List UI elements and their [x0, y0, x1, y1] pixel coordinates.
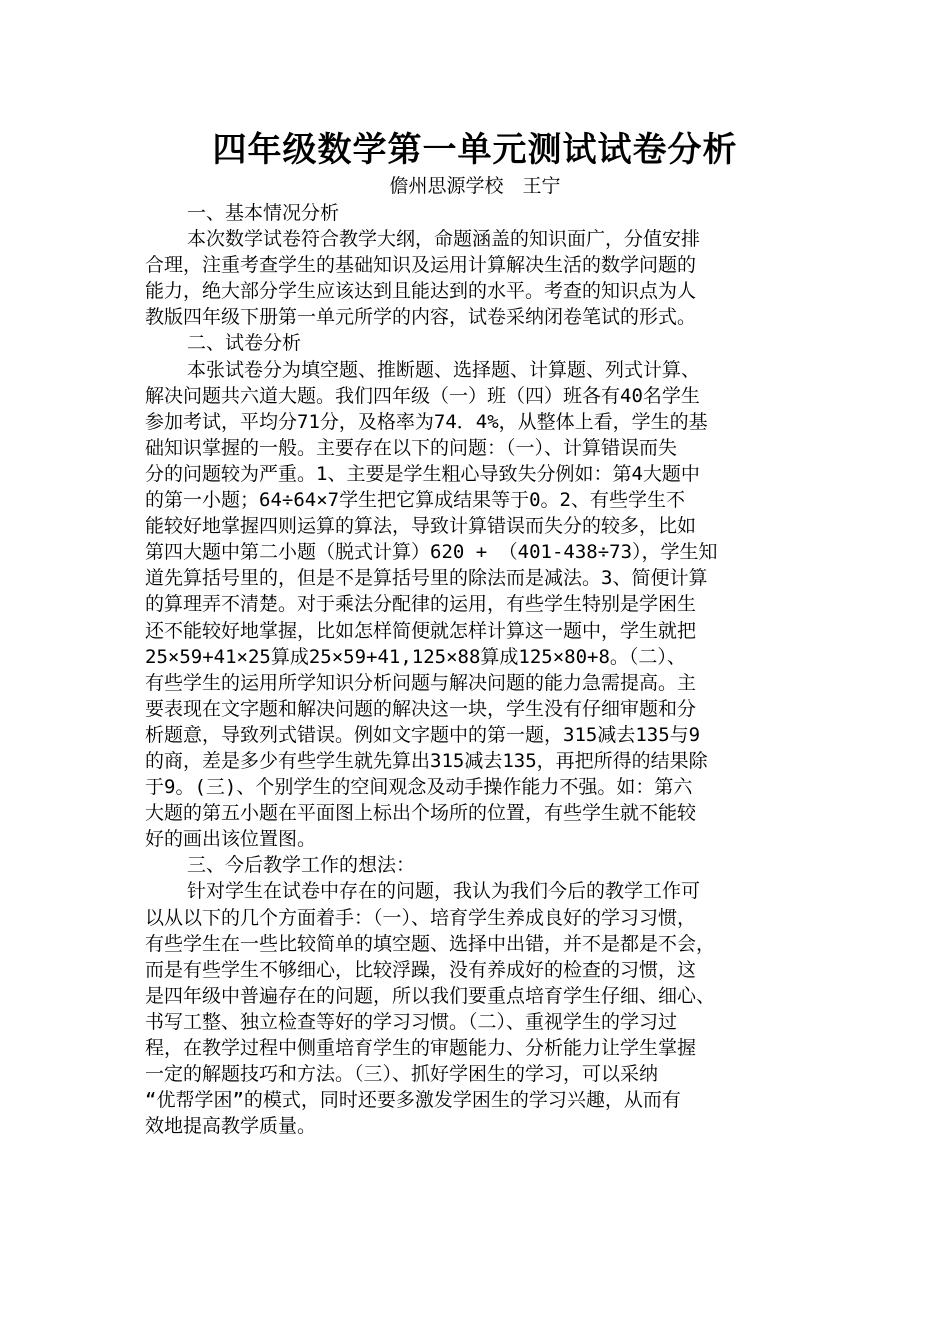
text-line: 程，在教学过程中侧重培育学生的审题能力、分析能力让学生掌握 — [145, 1037, 697, 1059]
text-line: 第四大题中第二小题（脱式计算）620 + （401-438÷73），学生知 — [145, 541, 718, 564]
text-line: 好的画出该位置图。 — [145, 828, 317, 851]
text-line: 析题意，导致列式错误。例如文字题中的第一题，315减去135与9 — [145, 723, 701, 746]
text-line: 教版四年级下册第一单元所学的内容，试卷采纳闭卷笔试的形式。 — [145, 306, 697, 329]
text-line: 要表现在文字题和解决问题的解决这一块，学生没有仔细审题和分 — [145, 697, 697, 720]
text-line: 的算理弄不清楚。对于乘法分配律的运用，有些学生特别是学困生 — [145, 593, 697, 616]
text-line: “优帮学困”的模式，同时还要多激发学困生的学习兴趣，从而有 — [145, 1089, 681, 1112]
text-line: 针对学生在试卷中存在的问题，我认为我们今后的教学工作可 — [187, 880, 701, 903]
text-line: 还不能较好地掌握，比如怎样简便就怎样计算这一题中，学生就把 — [145, 619, 697, 642]
text-line: 参加考试，平均分71分，及格率为74．4%，从整体上看，学生的基 — [145, 410, 708, 433]
text-line: 能力，绝大部分学生应该达到且能达到的水平。考查的知识点为人 — [145, 280, 697, 303]
text-line: 三、今后教学工作的想法： — [187, 854, 416, 877]
text-line: 本次数学试卷符合教学大纲，命题涵盖的知识面广，分值安排 — [187, 228, 701, 251]
text-line: 以从以下的几个方面着手：（一）、培育学生养成良好的学习习惯， — [145, 906, 697, 929]
text-line: 一、基本情况分析 — [187, 202, 340, 224]
text-line: 而是有些学生不够细心，比较浮躁，没有养成好的检查的习惯，这 — [145, 958, 697, 981]
text-line: 的第一小题；64÷64×7学生把它算成结果等于0。2、有些学生不 — [145, 489, 685, 512]
text-line: 分的问题较为严重。1、主要是学生粗心导致失分例如：第4大题中 — [145, 462, 700, 485]
document-title: 四年级数学第一单元测试试卷分析 — [212, 130, 738, 170]
text-line: 道先算括号里的，但是不是算括号里的除法而是减法。3、简便计算 — [145, 567, 708, 590]
text-line: 是四年级中普遍存在的问题，所以我们要重点培育学生仔细、细心、 — [145, 984, 716, 1007]
text-line: 有些学生在一些比较简单的填空题、选择中出错，并不是都是不会， — [145, 932, 716, 955]
text-line: 合理，注重考查学生的基础知识及运用计算解决生活的数学问题的 — [145, 254, 697, 277]
text-line: 能较好地掌握四则运算的算法，导致计算错误而失分的较多，比如 — [145, 515, 697, 538]
text-line: 25×59+41×25算成25×59+41,125×88算成125×80+8。（二）、 — [145, 645, 686, 668]
text-line: 有些学生的运用所学知识分析问题与解决问题的能力急需提高。主 — [145, 671, 697, 694]
document-body — [145, 200, 810, 1139]
text-line: 于9。(三)、个别学生的空间观念及动手操作能力不强。如：第六 — [145, 776, 693, 799]
document-subtitle: 儋州思源学校 王宁 — [389, 175, 561, 197]
text-line: 效地提高教学质量。 — [145, 1115, 317, 1138]
text-line: 一定的解题技巧和方法。（三）、抓好学困生的学习，可以采纳 — [145, 1063, 659, 1086]
text-line: 大题的第五小题在平面图上标出个场所的位置，有些学生就不能较 — [145, 802, 697, 825]
text-line: 书写工整、独立检查等好的学习习惯。（二）、重视学生的学习过 — [145, 1010, 678, 1033]
text-line: 解决问题共六道大题。我们四年级（一）班（四）班各有40名学生 — [145, 384, 700, 407]
text-line: 础知识掌握的一般。主要存在以下的问题：（一）、计算错误而失 — [145, 436, 678, 459]
text-line: 的商，差是多少有些学生就先算出315减去135，再把所得的结果除 — [145, 749, 708, 772]
text-line: 二、试卷分析 — [187, 332, 302, 355]
text-line: 本张试卷分为填空题、推断题、选择题、计算题、列式计算、 — [187, 358, 701, 381]
